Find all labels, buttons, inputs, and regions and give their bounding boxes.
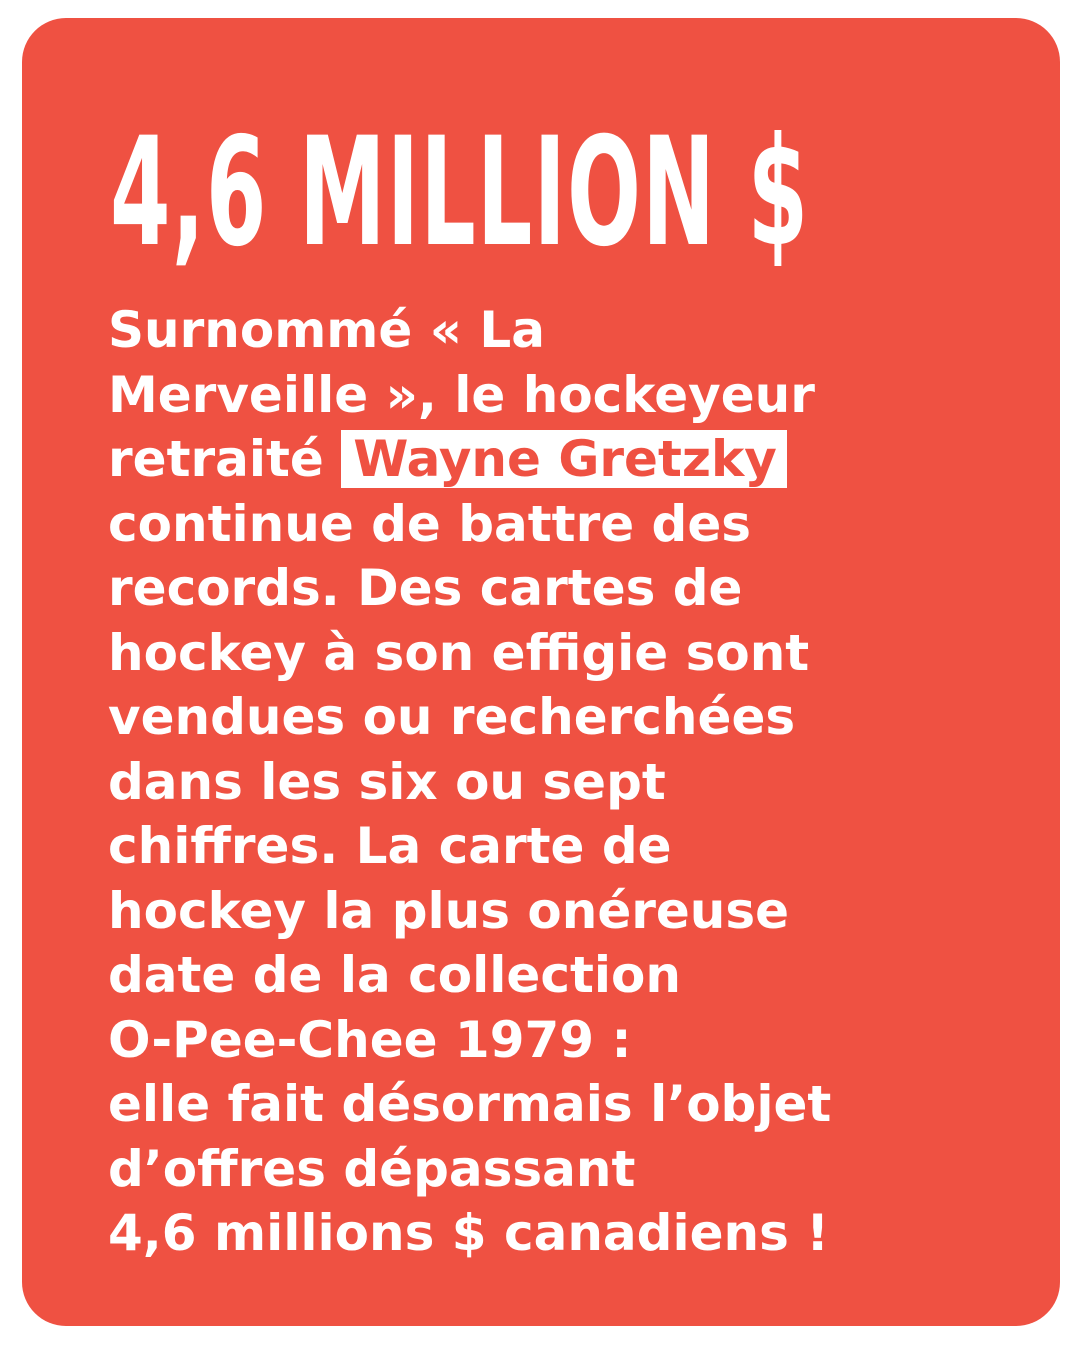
body-line: 4,6 millions $ canadiens !	[108, 1204, 830, 1262]
body-line: chiffres. La carte de	[108, 817, 672, 875]
body-line: continue de battre des	[108, 494, 752, 553]
body-line: hockey la plus onéreuse	[108, 881, 790, 940]
headline: 4,6 MILLION $	[110, 106, 810, 280]
body-line: hockey à son effigie sont	[108, 623, 810, 682]
body-line: date de la collection	[108, 946, 681, 1004]
body-line: dans les six ou sept	[108, 752, 666, 811]
info-card	[22, 18, 1060, 1326]
highlighted-name: Wayne Gretzky	[341, 430, 787, 488]
body-line	[108, 427, 1008, 492]
body-line-text: retraité	[108, 430, 324, 488]
body-line: Surnommé « La	[108, 301, 546, 359]
body-line: d’offres dépassant	[108, 1139, 636, 1198]
body-line: O-Pee-Chee 1979 :	[108, 1010, 632, 1069]
body-line: elle fait désormais l’objet	[108, 1075, 832, 1133]
body-text	[108, 298, 1008, 1266]
body-line: records. Des cartes de	[108, 559, 743, 617]
body-line: Merveille », le hockeyeur	[108, 365, 815, 424]
body-line: vendues ou recherchées	[108, 688, 796, 746]
